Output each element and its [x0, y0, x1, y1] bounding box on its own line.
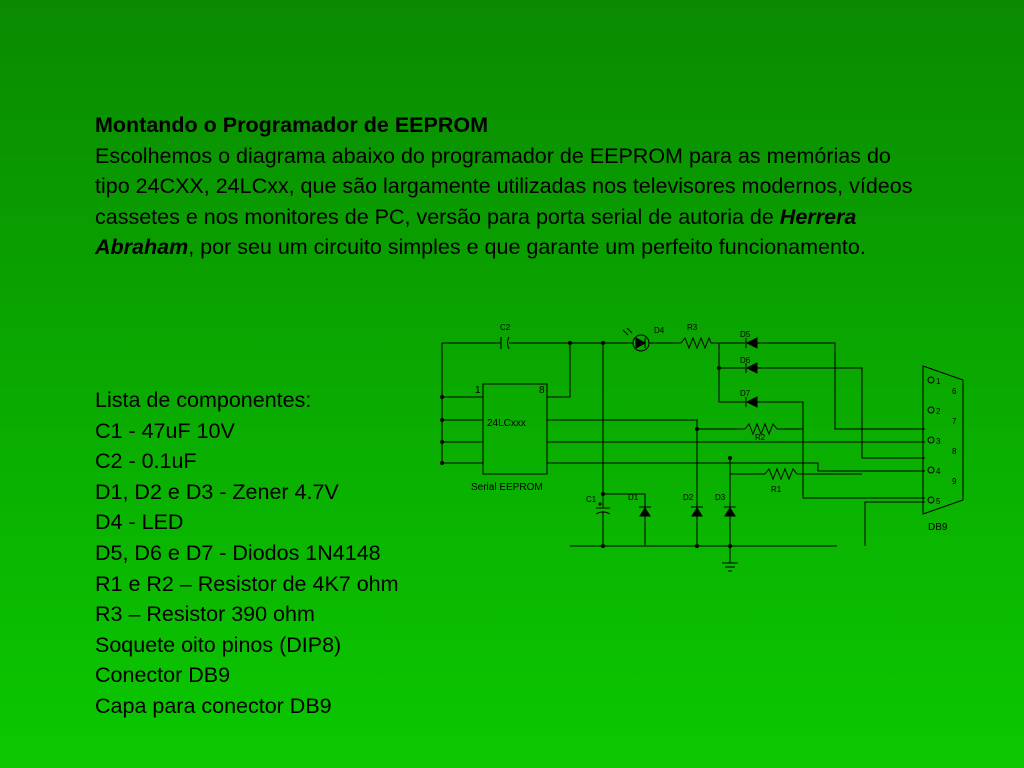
d4-label: D4	[654, 326, 665, 335]
db9-pin-9: 9	[952, 477, 957, 486]
led-d4	[623, 328, 649, 351]
circuit-schematic	[435, 318, 975, 578]
list-item: Capa para conector DB9	[95, 693, 332, 718]
db9-pin-7: 7	[952, 417, 957, 426]
chip-caption: Serial EEPROM	[471, 482, 543, 493]
list-item: R1 e R2 – Resistor de 4K7 ohm	[95, 571, 399, 596]
db9-pin-8: 8	[952, 447, 957, 456]
chip-pin-8: 8	[539, 385, 545, 396]
r1-label: R1	[771, 485, 782, 494]
d7-label: D7	[740, 389, 751, 398]
intro-text	[95, 110, 915, 263]
d5-label: D5	[740, 330, 751, 339]
list-item: D1, D2 e D3 - Zener 4.7V	[95, 479, 339, 504]
list-item: C1 - 47uF 10V	[95, 418, 235, 443]
list-item: D5, D6 e D7 - Diodos 1N4148	[95, 540, 381, 565]
r2-label: R2	[755, 433, 766, 442]
slide-title: Montando o Programador de EEPROM	[95, 113, 488, 137]
schematic-svg	[435, 318, 975, 578]
c2-label: C2	[500, 323, 511, 332]
chip-pin-1: 1	[475, 385, 481, 396]
eeprom-chip	[483, 384, 547, 474]
db9-label: DB9	[928, 522, 948, 533]
db9-connector	[923, 366, 963, 514]
wires	[442, 343, 925, 563]
list-item: D4 - LED	[95, 510, 184, 535]
db9-pin-2: 2	[936, 407, 941, 416]
d3-label: D3	[715, 493, 726, 502]
d2-label: D2	[683, 493, 694, 502]
list-item: Soquete oito pinos (DIP8)	[95, 632, 342, 657]
author-name: Herrera Abraham	[95, 204, 857, 259]
db9-pin-1: 1	[936, 377, 941, 386]
d1-label: D1	[628, 493, 639, 502]
db9-pin-5: 5	[936, 497, 941, 506]
junction-dots	[440, 341, 732, 548]
list-item: Conector DB9	[95, 663, 231, 688]
db9-pin-3: 3	[936, 437, 941, 446]
list-item: R3 – Resistor 390 ohm	[95, 602, 315, 627]
db9-pin-6: 6	[952, 387, 957, 396]
ground-symbol	[722, 563, 738, 571]
c1-label: C1	[586, 495, 597, 504]
capacitor-c2	[501, 337, 509, 349]
component-list	[95, 385, 475, 722]
component-list-heading: Lista de componentes:	[95, 388, 312, 412]
chip-label: 24LCxxx	[487, 418, 526, 429]
db9-pin-circles	[928, 377, 934, 503]
resistor-r3	[681, 338, 711, 348]
resistor-r1	[765, 469, 797, 479]
d6-label: D6	[740, 356, 751, 365]
zener-diodes	[639, 507, 736, 516]
intro-paragraph-start: Escolhemos o diagrama abaixo do programador de EEPROM para as memórias do tipo 24CXX, 24LCxx, que são largamente utilizadas nos televisores modernos, vídeos cassetes e nos monitores de PC, versão para porta serial de autoria de	[95, 143, 913, 229]
intro-paragraph-end: , por seu um circuito simples e que garante um perfeito funcionamento.	[188, 235, 866, 259]
list-item: C2 - 0.1uF	[95, 449, 197, 474]
r3-label: R3	[687, 323, 698, 332]
intro-paragraph	[95, 141, 915, 263]
db9-pin-4: 4	[936, 467, 941, 476]
